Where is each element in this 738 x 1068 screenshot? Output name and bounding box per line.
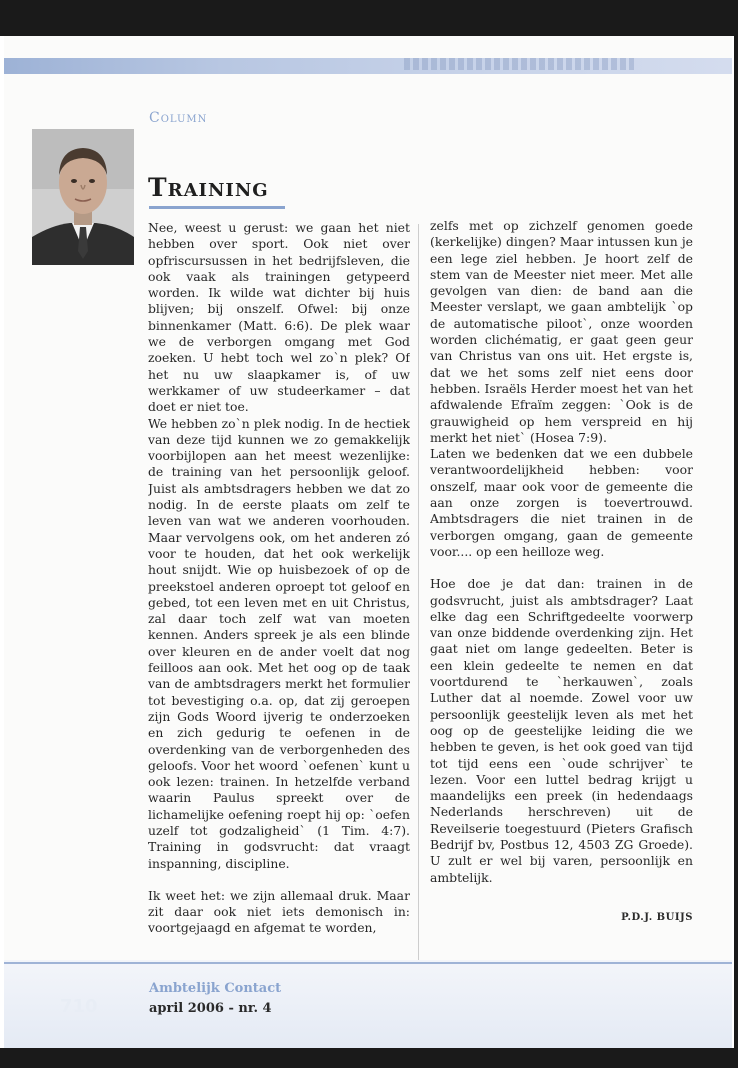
paragraph: zelfs met op zichzelf genomen goede (kerkelijke) dingen? Maar intussen kun je een lege ziel hebben. Je hoort zelf de stem van de Meester niet meer. Met alle gevolgen van dien: de band aan die Meester verslapt, we gaan ambtelijk `op de automatische piloot`, onze woorden worden clichématig, er gaat geen geur van Christus van ons uit. Het ergste is, dat we het soms zelf niet eens door hebben. Israëls Herder moest het van het afdwalende Efraïm zeggen: `Ook is de grauwigheid op hem verspreid en hij merkt het niet` (Hosea 7:9).: [430, 218, 693, 445]
magazine-page: [4, 36, 732, 1048]
article-title: Training: [148, 173, 269, 202]
scan-border-right: [734, 0, 738, 1068]
bleed-through-text: [404, 58, 634, 70]
author-signature: P.D.J. BUIJS: [621, 912, 693, 923]
page-number: 710: [60, 996, 98, 1017]
issue-info: april 2006 - nr. 4: [149, 1001, 272, 1016]
scan-border-top: [0, 0, 738, 36]
paragraph: Hoe doe je dat dan: trainen in de godsvrucht, juist als ambtsdrager? Laat elke dag een Schriftgedeelte voorwerp van onze biddende overdenking zijn. Het gaat niet om lange gedeelten. Beter is een klein gedeelte te nemen en dat voortdurend te `herkauwen`, zoals Luther dat al noemde. Zowel voor uw persoonlijk geestelijk leven als met het oog op de geestelijke leiding die we hebben te geven, is het ook goed van tijd tot tijd eens een `oude schrijver` te lezen. Voor een luttel bedrag krijgt u maandelijks een preek (in hedendaags Nederlands herschreven) uit de Reveilserie toegestuurd (Pieters Grafisch Bedrijf bv, Postbus 12, 4503 ZG Groede). U zult er wel bij varen, persoonlijk en ambtelijk.: [430, 576, 693, 885]
scan-border-bottom: [0, 1048, 738, 1068]
author-photo: [32, 129, 134, 265]
column-kicker: Column: [149, 110, 208, 126]
magazine-name: Ambtelijk Contact: [149, 981, 282, 996]
paragraph-gap: [430, 560, 693, 576]
portrait-illustration: [32, 129, 134, 265]
paragraph: We hebben zo`n plek nodig. In de hectiek van deze tijd kunnen we zo gemakkelijk voorbijlopen aan het meest wezenlijke: de training van het persoonlijk geloof. Juist als ambtsdragers hebben we dat zo nodig. In de eerste plaats om zelf te leven van wat we anderen voorhouden. Maar vervolgens ook, om het anderen zó voor te houden, dat het ook werkelijk hout snijdt. Wie op huisbezoek of op de preekstoel anderen oproept tot geloof en gebed, tot een leven met en uit Christus, zal daar toch zelf wat van moeten kennen. Anders spreek je als een blinde over kleuren en de ander voelt dat nog feilloos aan ook. Met het oog op de taak van de ambtsdragers merkt het formulier tot bevestiging o.a. op, dat zij geroepen zijn Gods Woord ijverig te onderzoeken en zich gedurig te oefenen in de overdenking van de verborgenheden des geloofs. Voor het woord `oefenen` kunt u ook lezen: trainen. In hetzelfde verband waarin Paulus spreekt over de lichamelijke oefening roept hij op: `oefen uzelf tot godzaligheid` (1 Tim. 4:7). Training in godsvrucht: dat vraagt inspanning, discipline.: [148, 415, 410, 871]
footer-rule: [4, 962, 732, 964]
paragraph: Nee, weest u gerust: we gaan het niet hebben over sport. Ook niet over opfriscursussen in het bedrijfsleven, die ook vaak als trainingen getypeerd worden. Ik wilde wat dichter bij huis blijven; bij onszelf. Ofwel: bij onze binnenkamer (Matt. 6:6). De plek waar we de verborgen omgang met God zoeken. U hebt toch wel zo`n plek? Of het nu uw slaapkamer is, of uw werkkamer of uw studeerkamer – dat doet er niet toe.: [148, 220, 410, 415]
column-divider: [418, 224, 419, 962]
article-column-right: [430, 218, 693, 918]
article-column-left: [148, 220, 410, 976]
footer-band: [4, 960, 732, 1048]
paragraph: Ik weet het: we zijn allemaal druk. Maar zit daar ook niet iets demonisch in: voortgejaagd en afgemat te worden,: [148, 887, 410, 936]
title-underline: [149, 206, 285, 209]
header-band: [4, 58, 732, 74]
paragraph-gap: [148, 872, 410, 888]
paragraph: Laten we bedenken dat we een dubbele verantwoordelijkheid hebben: voor onszelf, maar ook voor de gemeente die aan onze zorgen is toevertrouwd. Ambtsdragers die niet trainen in de verborgen omgang, gaan de gemeente voor.... op een heilloze weg.: [430, 446, 693, 559]
